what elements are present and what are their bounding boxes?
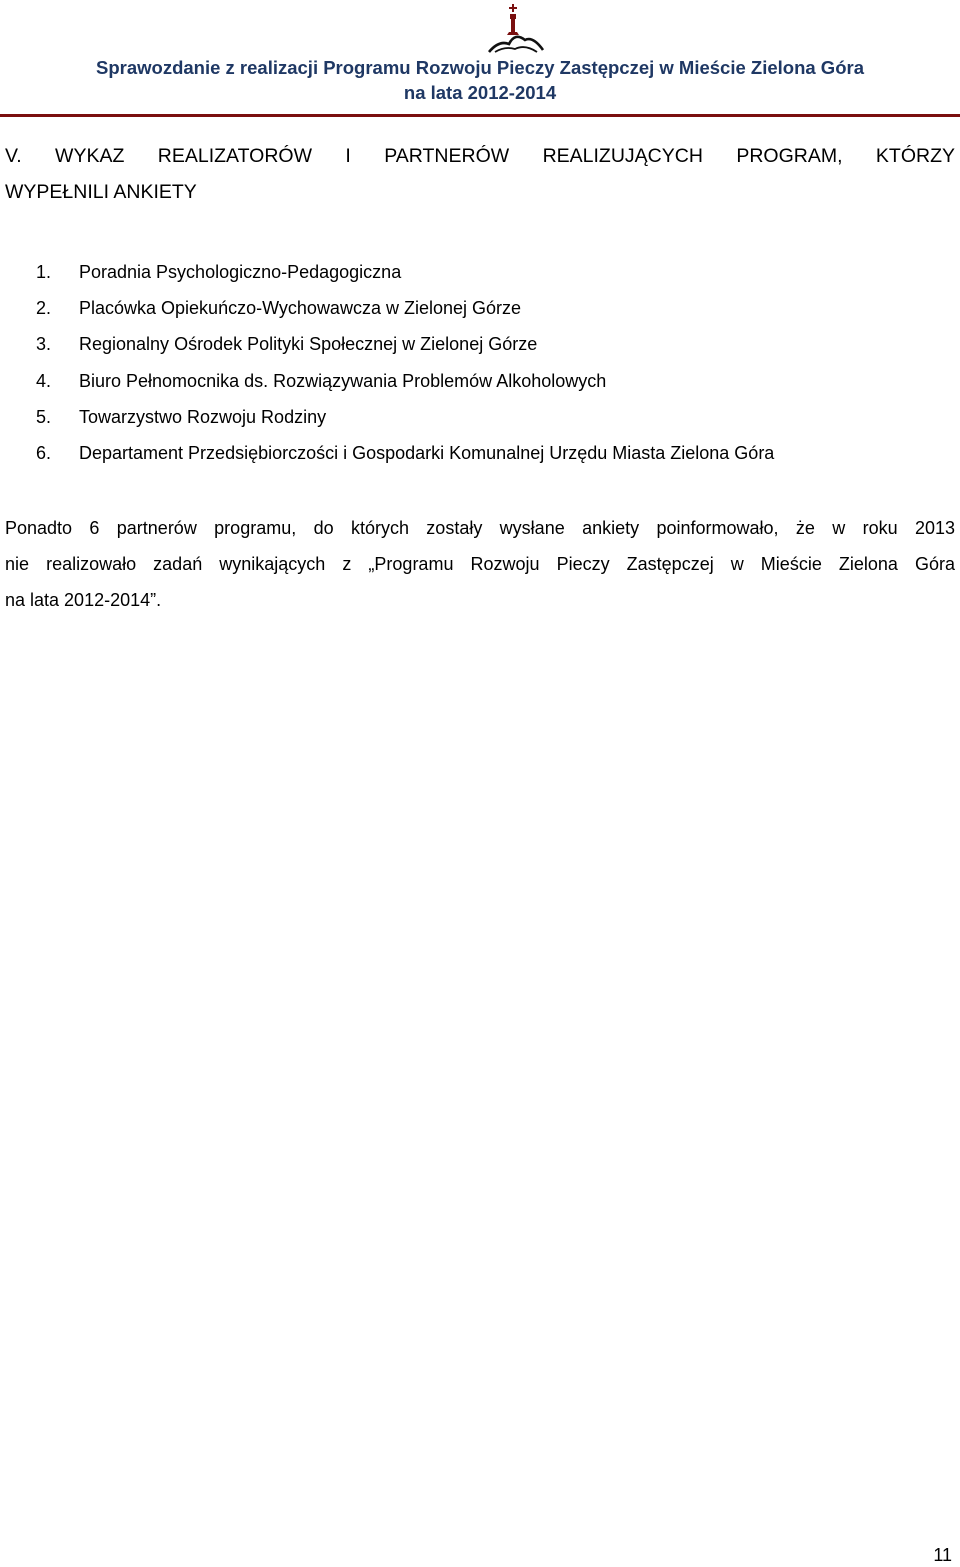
list-item-text: Departament Przedsiębiorczości i Gospodarki Komunalnej Urzędu Miasta Zielona Góra	[79, 442, 775, 463]
paragraph-line: na lata 2012-2014”.	[5, 590, 162, 610]
list-item-text: Towarzystwo Rozwoju Rodziny	[79, 406, 327, 427]
city-crest-logo-icon	[485, 2, 545, 58]
list-item-number: 4.	[36, 370, 52, 391]
list-item-text: Placówka Opiekuńczo-Wychowawcza w Zielonej Górze	[79, 298, 522, 319]
page-header	[0, 0, 960, 120]
section-heading-continued: WYPEŁNILI ANKIETY	[5, 181, 197, 203]
list-item-number: 3.	[36, 334, 52, 355]
list-item-text: Regionalny Ośrodek Polityki Społecznej w Zielonej Górze	[79, 334, 538, 355]
list-item-number: 6.	[36, 442, 52, 463]
paragraph-line: Ponadto 6 partnerów programu, do których zostały wysłane ankiety poinformowało, że w roku 2013	[5, 518, 955, 538]
list-item-number: 5.	[36, 406, 52, 427]
body-paragraph	[5, 510, 955, 618]
header-divider	[0, 114, 960, 117]
list-item-number: 2.	[36, 298, 52, 319]
paragraph-line: nie realizowało zadań wynikających z „Programu Rozwoju Pieczy Zastępczej w Mieście Zielona Góra	[5, 554, 955, 574]
list-item-text: Poradnia Psychologiczno-Pedagogiczna	[79, 262, 402, 282]
section-heading: V. WYKAZ REALIZATORÓW I PARTNERÓW REALIZUJĄCYCH PROGRAM, KTÓRZY	[5, 145, 955, 167]
header-subtitle: na lata 2012-2014	[403, 82, 557, 103]
page-number: 11	[933, 1545, 952, 1565]
list-item-text: Biuro Pełnomocnika ds. Rozwiązywania Problemów Alkoholowych	[79, 370, 607, 391]
header-title: Sprawozdanie z realizacji Programu Rozwoju Pieczy Zastępczej w Mieście Zielona Góra	[96, 57, 864, 78]
list-item-number: 1.	[36, 262, 52, 282]
